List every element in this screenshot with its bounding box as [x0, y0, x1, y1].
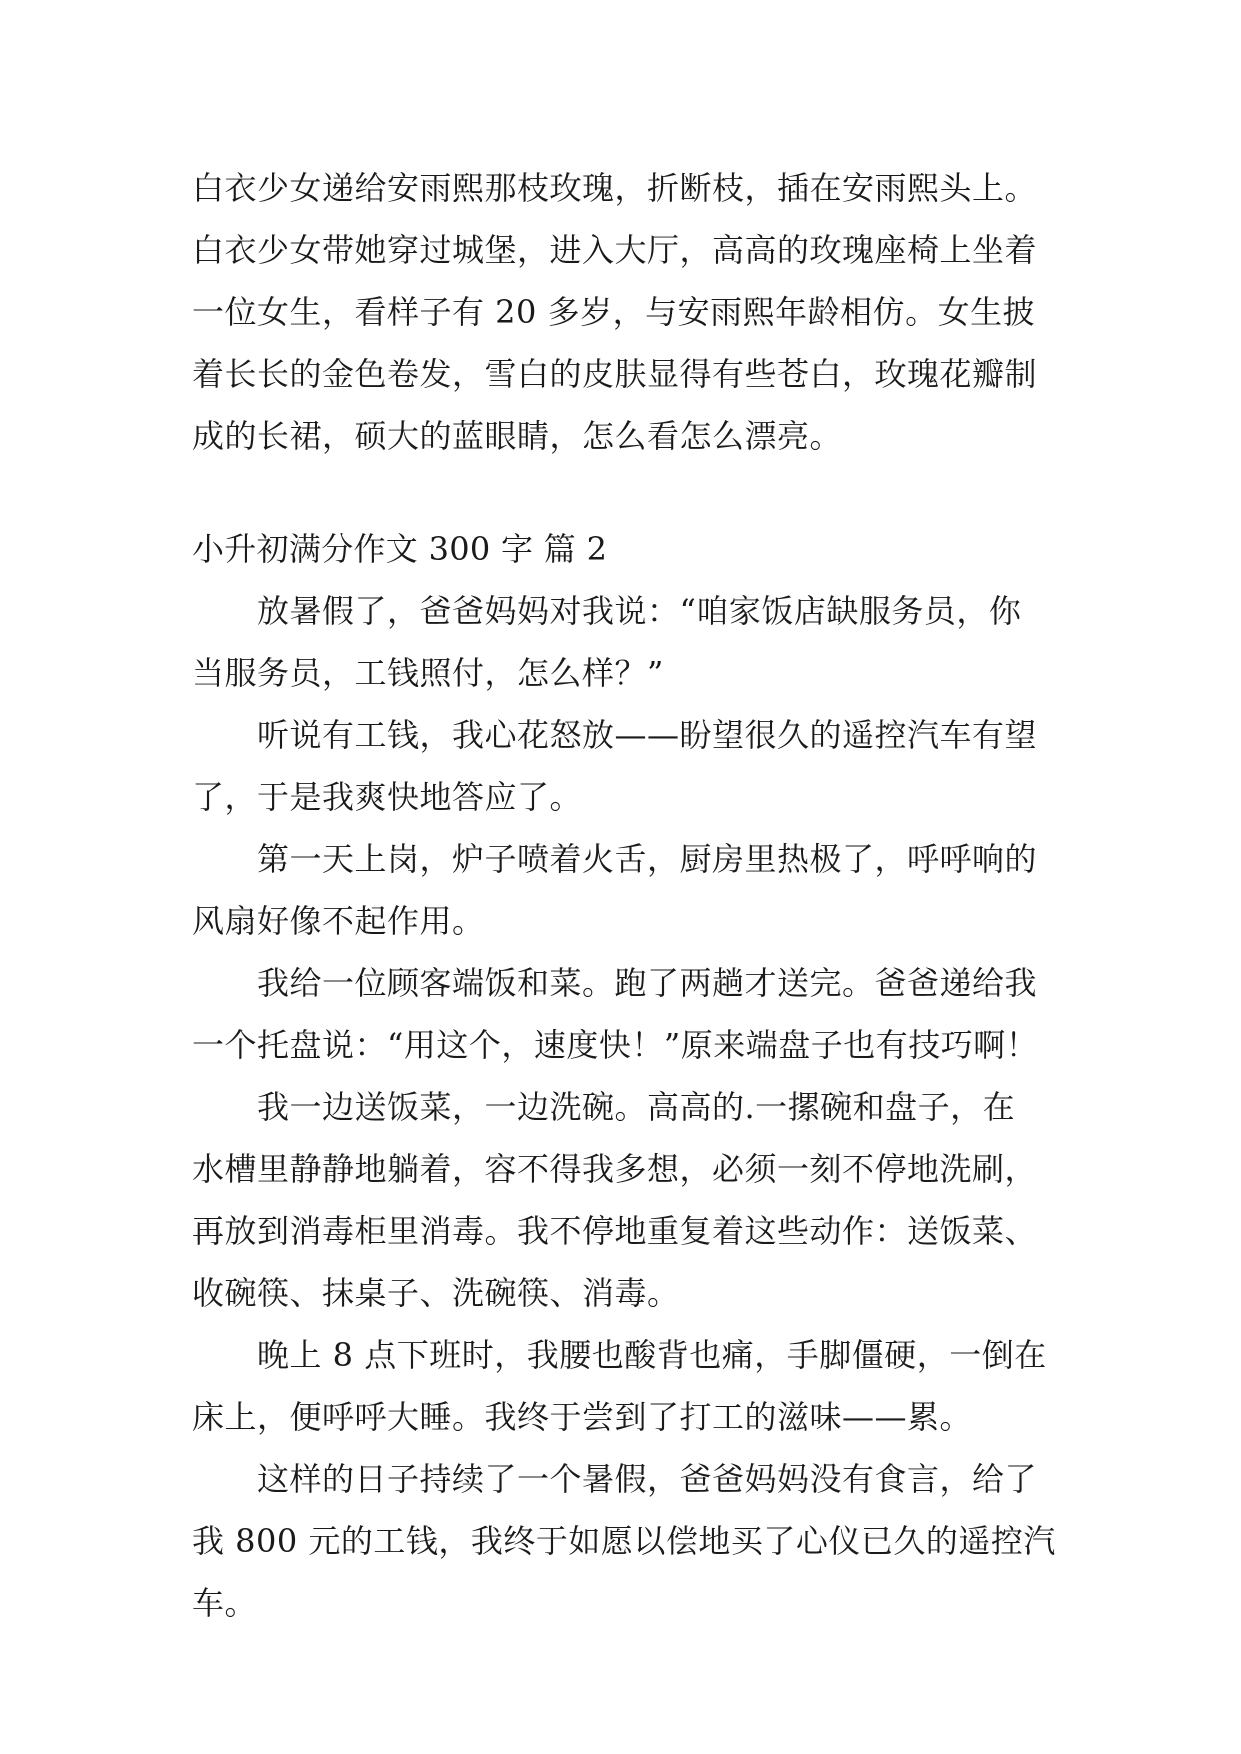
essay-line-13: 晚上 8 点下班时，我腰也酸背也痛，手脚僵硬，一倒在 — [257, 1336, 1047, 1374]
essay-line-6: 风扇好像不起作用。 — [192, 902, 485, 940]
essay-line-16: 我 800 元的工钱，我终于如愿以偿地买了心仪已久的遥控汽 — [192, 1522, 1056, 1560]
essay-line-8: 一个托盘说：“用这个，速度快！”原来端盘子也有技巧啊！ — [192, 1026, 1039, 1064]
essay-line-5: 第一天上岗，炉子喷着火舌，厨房里热极了，呼呼响的 — [257, 840, 1038, 878]
essay-line-3: 听说有工钱，我心花怒放——盼望很久的遥控汽车有望 — [257, 716, 1038, 754]
intro-line-1: 白衣少女递给安雨熙那枝玫瑰，折断枝，插在安雨熙头上。 — [192, 169, 1038, 207]
essay-line-9: 我一边送饭菜，一边洗碗。高高的.一摞碗和盘子，在 — [257, 1088, 1016, 1126]
essay-line-4: 了，于是我爽快地答应了。 — [192, 778, 583, 816]
essay-line-12: 收碗筷、抹桌子、洗碗筷、消毒。 — [192, 1274, 680, 1312]
essay-line-2: 当服务员，工钱照付，怎么样？” — [192, 654, 664, 692]
essay-line-17: 车。 — [192, 1584, 258, 1622]
essay-line-10: 水槽里静静地躺着，容不得我多想，必须一刻不停地洗刷， — [192, 1150, 1038, 1188]
intro-line-2: 白衣少女带她穿过城堡，进入大厅，高高的玫瑰座椅上坐着 — [192, 231, 1038, 269]
intro-line-4: 着长长的金色卷发，雪白的皮肤显得有些苍白，玫瑰花瓣制 — [192, 355, 1038, 393]
intro-line-3: 一位女生，看样子有 20 多岁，与安雨熙年龄相仿。女生披 — [192, 293, 1036, 331]
section-heading: 小升初满分作文 300 字 篇 2 — [192, 530, 608, 568]
essay-line-15: 这样的日子持续了一个暑假，爸爸妈妈没有食言，给了 — [257, 1460, 1038, 1498]
essay-line-14: 床上，便呼呼大睡。我终于尝到了打工的滋味——累。 — [192, 1398, 973, 1436]
essay-line-7: 我给一位顾客端饭和菜。跑了两趟才送完。爸爸递给我 — [257, 964, 1038, 1002]
intro-line-5: 成的长裙，硕大的蓝眼睛，怎么看怎么漂亮。 — [192, 417, 843, 455]
essay-line-1: 放暑假了，爸爸妈妈对我说：“咱家饭店缺服务员，你 — [257, 592, 1022, 630]
essay-line-11: 再放到消毒柜里消毒。我不停地重复着这些动作：送饭菜、 — [192, 1212, 1038, 1250]
